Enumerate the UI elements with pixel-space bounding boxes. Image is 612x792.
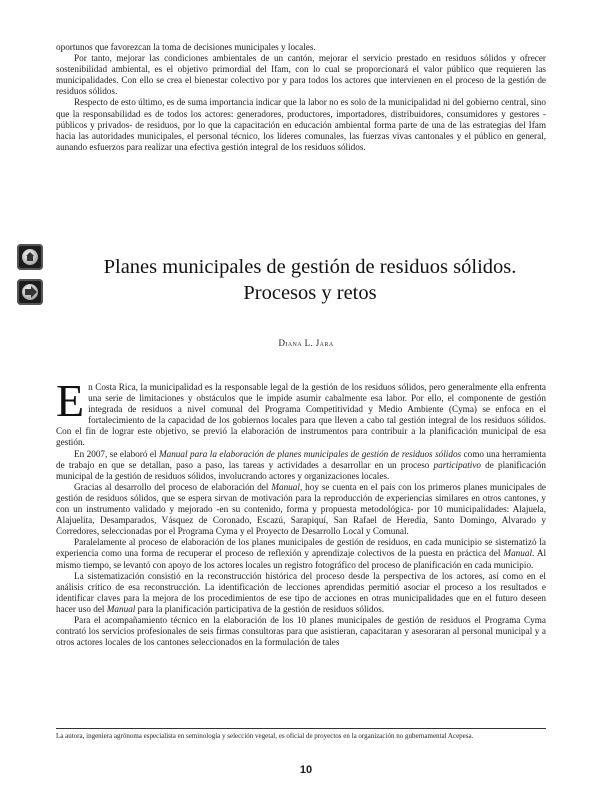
text: En 2007, se elaboró el (74, 448, 159, 459)
text: . Al mismo tiempo, se levantó con apoyo de los actores locales un registro fotográfico del proceso de planificación en cada municipio. (56, 548, 547, 570)
paragraph (56, 449, 546, 482)
paragraph: Respecto de esto último, es de suma importancia indicar que la labor no es solo de la municipalidad ni del gobierno central, sino que la responsabilidad es de todos los actores: generadores, productores, importadores, distribuidores, consumidores y gestores -públicos y privados- de residuos, por lo que la capacitación en educación ambiental forma parte de una de las estrategias del Ifam hacia las autoridades municipales, el personal técnico, los líderes comunales, las fuerzas vivas cantonales y el público en general, aunando esfuerzos para realizar una efectiva gestión integral de los residuos sólidos. (56, 97, 546, 152)
article-author: Diana L. Jara (278, 338, 334, 348)
text: de planificación municipal de la gestión de residuos sólidos, involucrando actores y organizaciones locales. (56, 459, 546, 481)
text: para la planificación participativa de la gestión de residuos sólidos. (135, 603, 385, 614)
paragraph-text: n Costa Rica, la municipalidad es la responsable legal de la gestión de los residuos sólidos, pero generalmente ella enfrenta una serie de limitaciones y obstáculos que le impide asumir cabalmente esa labor. Por ello, el componente de gestión integrada de residuos a nivel comunal del Programa Competitividad y Medio Ambiente (Cyma) se enfoca en el fortalecimiento de la capacidad de los gobiernos locales para que lleven a cabo tal gestión integral de los residuos sólidos. Con el fin de lograr este objetivo, se previó la elaboración de instrumentos para contribuir a la planificación municipal de esa gestión. (56, 382, 546, 448)
paragraph (56, 482, 546, 537)
footnote-text: La autora, ingeniera agrónoma especialista en seminología y selección vegetal, es oficial de proyectos en la organización no gubernamental Acepesa. (56, 732, 474, 740)
emphasis: Manual (271, 481, 300, 492)
article-title (40, 254, 580, 306)
drop-cap: E (56, 375, 85, 426)
text: Paralelamente al proceso de elaboración de los planes municipales de gestión de residuos, en cada municipio se sistematizó la experiencia como una forma de recuperar el proceso de reflexión y aprendizaje colectivos de la puesta en práctica del (56, 537, 546, 559)
emphasis: Manual para la elaboración de planes municipales de gestión de residuos sólidos (158, 448, 462, 459)
article-title-line1: Planes municipales de gestión de residuos sólidos. (103, 256, 517, 278)
article-title-line2: Procesos y retos (243, 282, 377, 304)
home-icon (22, 249, 38, 265)
paragraph: oportunos que favorezcan la toma de decisiones municipales y locales. (56, 42, 316, 52)
text: Gracias al desarrollo del proceso de elaboración del (74, 481, 272, 492)
paragraph (56, 571, 546, 615)
paragraph: Para el acompañamiento técnico en la elaboración de los 10 planes municipales de gestión de residuos el Programa Cyma contrató los servicios profesionales de seis firmas consultoras para que asistieran, capacitaran y asesoraran al personal municipal y a otros actores locales de los cantones seleccionados en la formulación de tales (56, 614, 546, 648)
page-number: 10 (299, 764, 313, 776)
text: como una herramienta de trabajo en que se detallan, paso a paso, las tareas y actividades a desarrollar en un proceso (56, 448, 547, 470)
text: La sistematización consistió en la reconstrucción histórica del proceso desde la perspectiva de los actores, así como en el análisis crítico de esa reconstrucción. La identificación de lecciones aprendidas permitió asociar el proceso a los resultados e identificar claves para la mejora de los procedimientos de ese tipo de acciones en otras municipalidades que en el futuro deseen hacer uso del (56, 570, 546, 614)
footnote (56, 728, 546, 741)
next-page-arrow-icon (22, 284, 38, 300)
paragraph: Por tanto, mejorar las condiciones ambientales de un cantón, mejorar el servicio prestado en residuos sólidos y ofrecer sostenibilidad ambiental, es el objetivo primordial del Ifam, con lo cual se proporcionará el valor público que requieren las municipalidades. Con ello se crea el bienestar colectivo por y para todos los actores que intervienen en el proceso de la gestión de residuos sólidos. (56, 53, 546, 97)
paragraph (56, 537, 546, 570)
emphasis: participativo (433, 459, 482, 470)
article-body (56, 375, 547, 648)
previous-article-text (56, 42, 546, 153)
paragraph (56, 375, 546, 449)
emphasis: Manual (503, 548, 533, 559)
emphasis: Manual (106, 603, 136, 614)
text: , hoy se cuenta en el país con los primeros planes municipales de gestión de residuos sólidos, que se espera sirvan de motivación para la reproducción de experiencias similares en otros cantones, y con un instrumento validado y mejorado -en su contenido, forma y propuesta metodológica- por 10 municipalidades: Alajuela, Alajuelita, Desamparados, Vásquez de Coronado, Escazú, Sarapiquí, San Rafael de Heredia, Santo Domingo, Alvarado y Corredores, seleccionadas por el Programa Cyma y el Proyecto de Desarrollo Local y Comunal. (56, 481, 546, 537)
